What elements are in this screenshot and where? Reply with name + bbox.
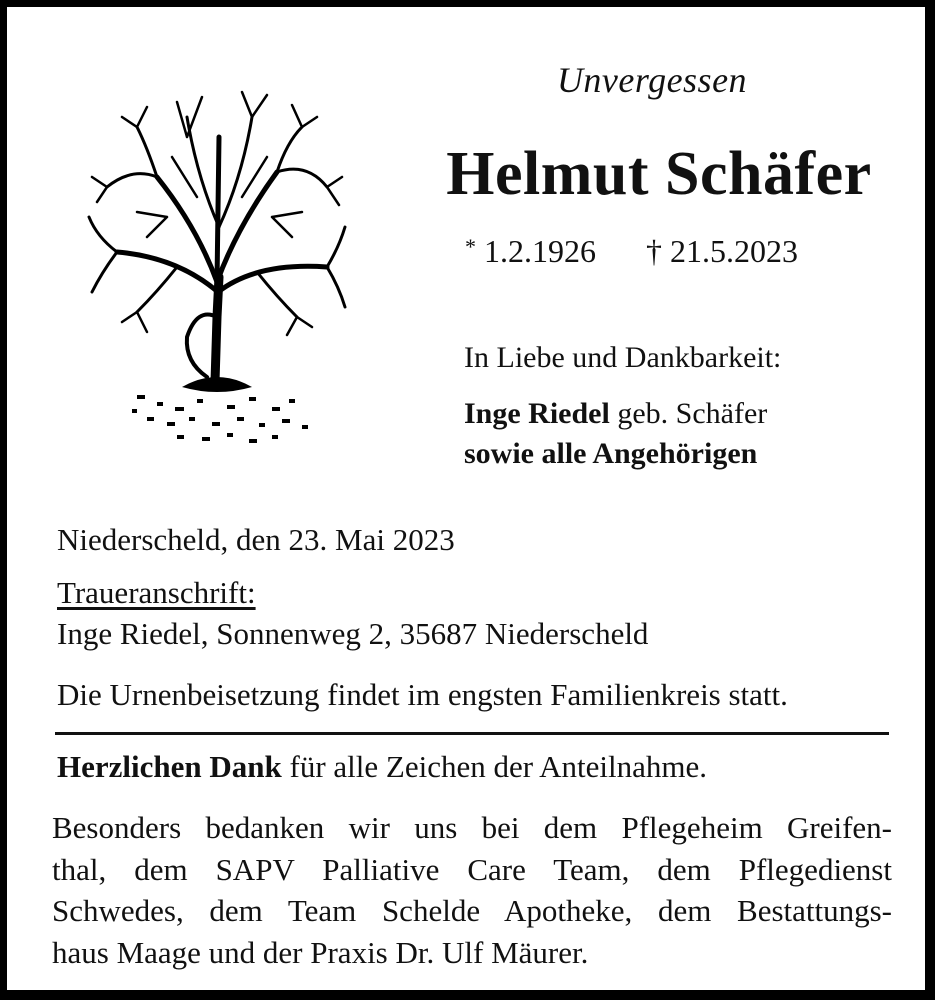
- acknowledgement-line: Schwedes, dem Team Schelde Apotheke, dem Bestattungs-: [52, 893, 892, 928]
- birth-symbol: *: [465, 234, 476, 259]
- thanks-bold: Herzlichen Dank: [57, 749, 282, 784]
- thanks-rest: für alle Zeichen der Anteilnahme.: [281, 749, 707, 784]
- life-dates: [465, 233, 798, 270]
- mourner-line: [464, 397, 767, 431]
- other-mourners: sowie alle Angehörigen: [464, 437, 758, 470]
- divider: [55, 732, 889, 735]
- place-date: Niederscheld, den 23. Mai 2023: [57, 522, 455, 557]
- mourner-maiden-name: geb. Schäfer: [609, 397, 768, 430]
- thanks-line: [57, 749, 707, 785]
- tribute-line: In Liebe und Dankbarkeit:: [464, 341, 782, 374]
- address-label: Traueranschrift:: [57, 575, 256, 610]
- deceased-name: Helmut Schäfer: [446, 140, 872, 208]
- death-symbol: †: [646, 233, 662, 269]
- acknowledgement-line: Besonders bedanken wir uns bei dem Pflegeheim Greifen-: [52, 810, 892, 845]
- acknowledgement-line: haus Maage und der Praxis Dr. Ulf Mäurer.: [52, 934, 589, 970]
- condolence-address: Inge Riedel, Sonnenweg 2, 35687 Niederscheld: [57, 616, 649, 651]
- burial-note: Die Urnenbeisetzung findet im engsten Familienkreis statt.: [57, 677, 788, 712]
- notice-subtitle: Unvergessen: [556, 60, 748, 100]
- acknowledgement-line: thal, dem SAPV Palliative Care Team, dem Pflegedienst: [52, 851, 892, 887]
- acknowledgement-paragraph: [52, 807, 892, 973]
- tree-icon: [77, 77, 357, 457]
- death-date: 21.5.2023: [670, 233, 798, 269]
- birth-date: 1.2.1926: [484, 233, 596, 269]
- mourner-name: Inge Riedel: [464, 397, 610, 430]
